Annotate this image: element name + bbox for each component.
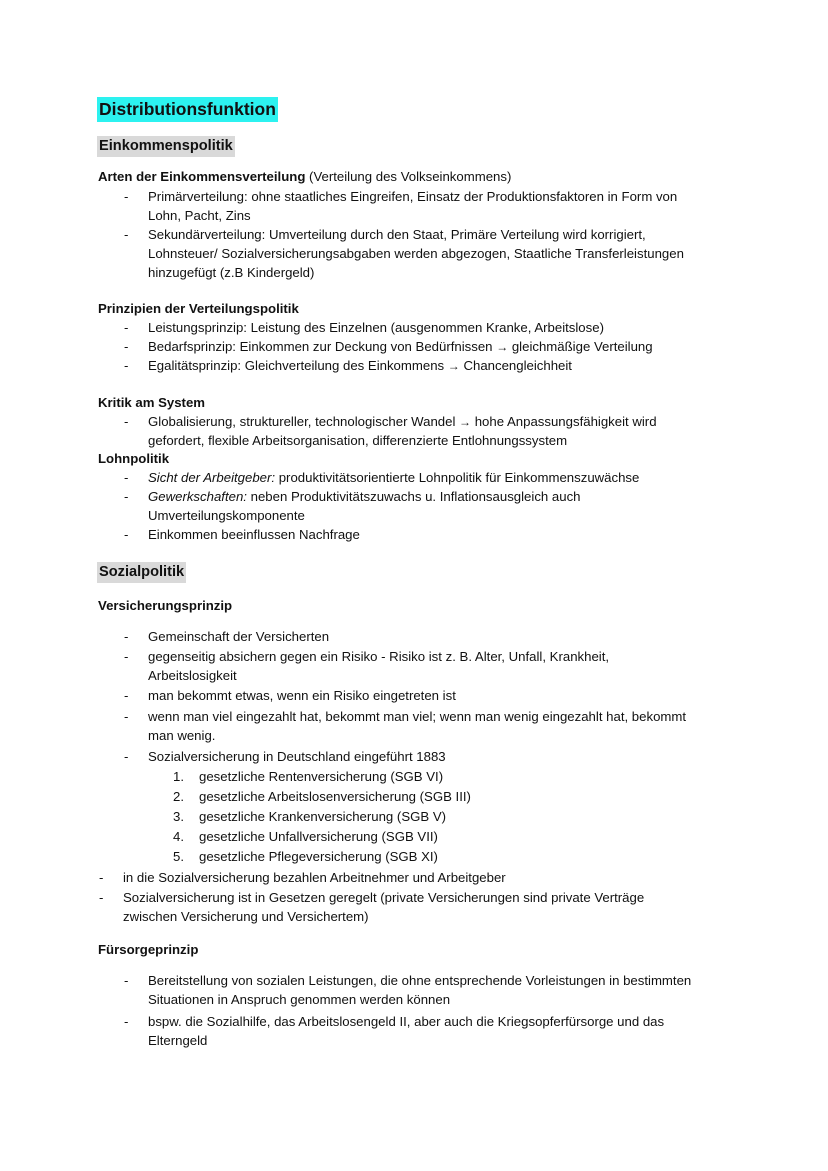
list-item: in die Sozialversicherung bezahlen Arbeitnehmer und Arbeitgeber — [123, 870, 506, 885]
bullet-dash: - — [124, 649, 129, 664]
section-heading-sozialpolitik: Sozialpolitik — [97, 562, 186, 583]
list-item: Arbeitslosigkeit — [148, 668, 237, 683]
list-item: Primärverteilung: ohne staatliches Eingreifen, Einsatz der Produktionsfaktoren in Form von — [148, 189, 678, 204]
bullet-dash: - — [124, 749, 129, 764]
bullet-dash: - — [124, 973, 129, 988]
list-number: 2. — [173, 789, 184, 804]
prinzipien-heading: Prinzipien der Verteilungspolitik — [98, 301, 299, 316]
numbered-item: gesetzliche Rentenversicherung (SGB VI) — [199, 769, 444, 784]
list-item: Sicht der Arbeitgeber: produktivitätsorientierte Lohnpolitik für Einkommenszuwächse — [148, 470, 640, 485]
kritik-heading: Kritik am System — [98, 395, 206, 410]
list-item: zwischen Versicherung und Versichertem) — [123, 909, 369, 924]
list-number: 1. — [173, 769, 184, 784]
list-item: Gewerkschaften: neben Produktivitätszuwachs u. Inflationsausgleich auch — [148, 489, 581, 504]
list-item: Elterngeld — [148, 1033, 208, 1048]
list-item: Egalitätsprinzip: Gleichverteilung des Einkommens → Chancengleichheit — [148, 358, 572, 373]
list-item: Globalisierung, struktureller, technologischer Wandel → hohe Anpassungsfähigkeit wird — [148, 414, 657, 429]
list-item: Bedarfsprinzip: Einkommen zur Deckung von Bedürfnissen → gleichmäßige Verteilung — [148, 339, 653, 354]
list-item: Sozialversicherung in Deutschland eingeführt 1883 — [148, 749, 446, 764]
list-item: Leistungsprinzip: Leistung des Einzelnen (ausgenommen Kranke, Arbeitslose) — [148, 320, 604, 335]
bullet-dash: - — [124, 527, 129, 542]
list-number: 3. — [173, 809, 184, 824]
list-item: wenn man viel eingezahlt hat, bekommt man viel; wenn man wenig eingezahlt hat, bekommt — [148, 709, 687, 724]
list-number: 4. — [173, 829, 184, 844]
bullet-dash: - — [124, 470, 129, 485]
bullet-dash: - — [99, 890, 104, 905]
list-item: Sekundärverteilung: Umverteilung durch den Staat, Primäre Verteilung wird korrigiert, — [148, 227, 646, 242]
page-title: Distributionsfunktion — [97, 97, 278, 122]
list-item: gegenseitig absichern gegen ein Risiko - Risiko ist z. B. Alter, Unfall, Krankheit, — [148, 649, 610, 664]
bullet-dash: - — [124, 1014, 129, 1029]
list-item: Umverteilungskomponente — [148, 508, 305, 523]
list-item: gefordert, flexible Arbeitsorganisation, differenzierte Entlohnungssystem — [148, 433, 568, 448]
bullet-dash: - — [99, 870, 104, 885]
arrow-right-icon: → — [447, 359, 460, 373]
section-heading-einkommenspolitik: Einkommenspolitik — [97, 136, 235, 157]
numbered-item: gesetzliche Unfallversicherung (SGB VII) — [199, 829, 438, 844]
list-item: Einkommen beeinflussen Nachfrage — [148, 527, 360, 542]
arrow-right-icon: → — [496, 340, 509, 354]
arrow-right-icon: → — [459, 415, 472, 429]
list-item: bspw. die Sozialhilfe, das Arbeitslosengeld II, aber auch die Kriegsopferfürsorge und das — [148, 1014, 665, 1029]
bullet-dash: - — [124, 414, 129, 429]
numbered-item: gesetzliche Krankenversicherung (SGB V) — [199, 809, 447, 824]
bullet-dash: - — [124, 489, 129, 504]
list-item: man wenig. — [148, 728, 216, 743]
list-item: Bereitstellung von sozialen Leistungen, die ohne entsprechende Vorleistungen in bestimmten — [148, 973, 692, 988]
list-item: Gemeinschaft der Versicherten — [148, 629, 330, 644]
bullet-dash: - — [124, 629, 129, 644]
list-item: man bekommt etwas, wenn ein Risiko eingetreten ist — [148, 688, 456, 703]
list-item: Lohnsteuer/ Sozialversicherungsabgaben werden abgezogen, Staatliche Transferleistungen — [148, 246, 684, 261]
list-item: hinzugefügt (z.B Kindergeld) — [148, 265, 315, 280]
lohnpolitik-heading: Lohnpolitik — [98, 451, 170, 466]
list-number: 5. — [173, 849, 184, 864]
numbered-item: gesetzliche Arbeitslosenversicherung (SGB III) — [199, 789, 471, 804]
versicherungsprinzip-heading: Versicherungsprinzip — [98, 598, 233, 613]
bullet-dash: - — [124, 709, 129, 724]
bullet-dash: - — [124, 358, 129, 373]
arten-heading: Arten der Einkommensverteilung (Verteilung des Volkseinkommens) — [98, 169, 512, 184]
bullet-dash: - — [124, 227, 129, 242]
list-item: Sozialversicherung ist in Gesetzen geregelt (private Versicherungen sind private Verträge — [123, 890, 645, 905]
bullet-dash: - — [124, 189, 129, 204]
bullet-dash: - — [124, 688, 129, 703]
bullet-dash: - — [124, 320, 129, 335]
fuersorgeprinzip-heading: Fürsorgeprinzip — [98, 942, 199, 957]
numbered-item: gesetzliche Pflegeversicherung (SGB XI) — [199, 849, 438, 864]
bullet-dash: - — [124, 339, 129, 354]
list-item: Situationen in Anspruch genommen werden können — [148, 992, 451, 1007]
list-item: Lohn, Pacht, Zins — [148, 208, 251, 223]
